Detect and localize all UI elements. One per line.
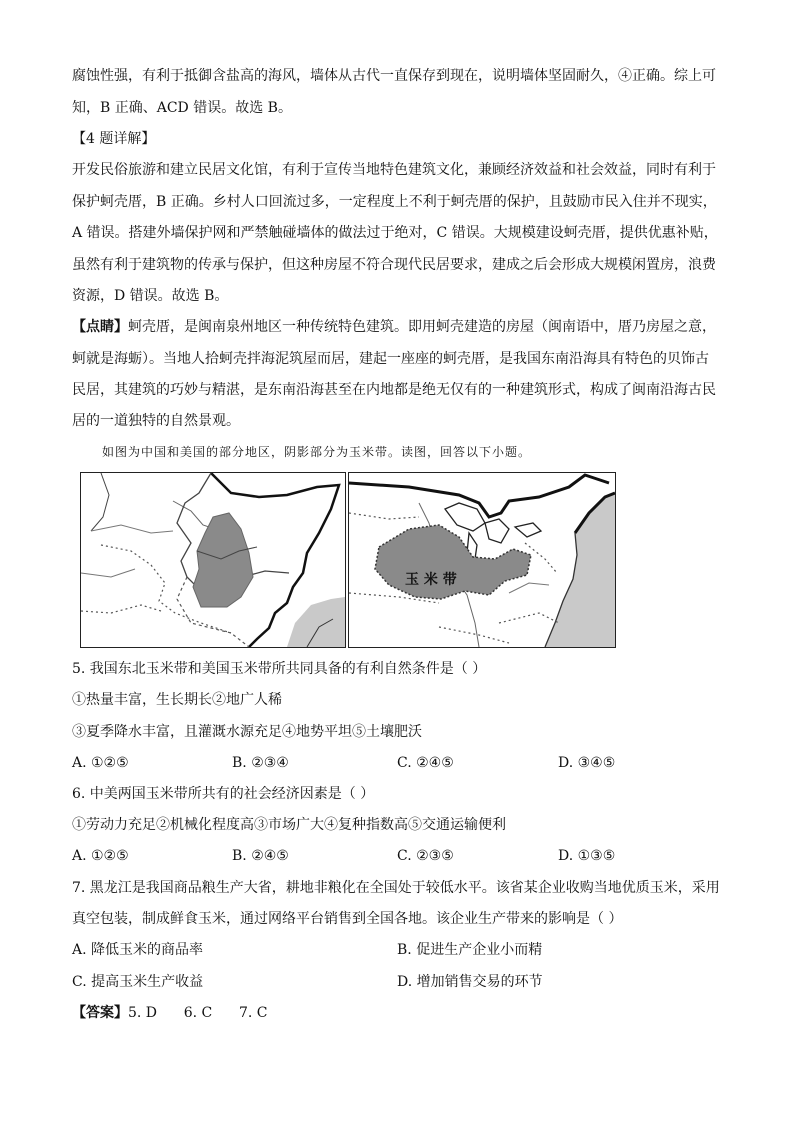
q7-option-b[interactable]: B. 促进生产企业小而精 [397, 942, 543, 958]
q5-option-b[interactable]: B. ②③④ [232, 755, 289, 771]
dianjing-line: 蚵就是海蛎）。当地人拾蚵壳拌海泥筑屋而居，建起一座座的蚵壳厝，是我国东南沿海具有特色的贝饰古 [72, 351, 709, 367]
china-map [80, 472, 346, 648]
answer-label: 【答案】 [72, 1005, 128, 1021]
usa-map [348, 472, 616, 648]
dianjing-line-1 [72, 317, 716, 337]
question-5-stem: 5. 我国东北玉米带和美国玉米带所共同具备的有利自然条件是（ ） [72, 661, 487, 677]
question-6-stem: 6. 中美两国玉米带所共有的社会经济因素是（ ） [72, 786, 375, 802]
q4-heading: 【4 题详解】 [72, 131, 156, 147]
q4-line: 资源，D 错误。故选 B。 [72, 288, 229, 304]
question-6-conditions: ①劳动力充足②机械化程度高③市场广大④复种指数高⑤交通运输便利 [72, 817, 506, 833]
question-7-stem-line: 7. 黑龙江是我国商品粮生产大省，耕地非粮化在全国处于较低水平。该省某企业收购当地优质玉米，采用 [72, 880, 720, 896]
q4-line: 虽然有利于建筑物的传承与保护，但这种房屋不符合现代民居要求，建成之后会形成大规模闲置房，浪费 [72, 257, 716, 273]
prev-explanation-line-2: 知，B 正确、ACD 错误。故选 B。 [72, 100, 292, 116]
answer-line [72, 1003, 267, 1023]
q6-option-c[interactable]: C. ②③⑤ [397, 848, 454, 864]
q4-line: 开发民俗旅游和建立民居文化馆，有利于宣传当地特色建筑文化，兼顾经济效益和社会效益，同时有利于 [72, 162, 716, 178]
china-map-drawing [81, 473, 345, 647]
dianjing-text: 蚵壳厝，是闽南泉州地区一种传统特色建筑。即用蚵壳建造的房屋（闽南语中，厝乃房屋之意， [128, 319, 716, 335]
answer-text: 5. D 6. C 7. C [128, 1005, 268, 1021]
q6-option-b[interactable]: B. ②④⑤ [232, 848, 289, 864]
corn-belt-label: 玉 米 带 [405, 572, 457, 588]
q6-option-d[interactable]: D. ①③⑤ [558, 848, 616, 864]
map-caption: 如图为中国和美国的部分地区，阴影部分为玉米带。读图，回答以下小题。 [102, 445, 532, 459]
q7-option-a[interactable]: A. 降低玉米的商品率 [72, 942, 204, 958]
dianjing-label: 【点睛】 [72, 319, 128, 335]
q6-option-a[interactable]: A. ①②⑤ [72, 848, 129, 864]
dianjing-line: 居的一道独特的自然景观。 [72, 413, 240, 429]
q4-line: 保护蚵壳厝，B 正确。乡村人口回流过多，一定程度上不利于蚵壳厝的保护，且鼓励市民入住并不现实， [72, 194, 717, 210]
q7-option-c[interactable]: C. 提高玉米生产收益 [72, 974, 204, 990]
q4-line: A 错误。搭建外墙保护网和严禁触碰墙体的做法过于绝对，C 错误。大规模建设蚵壳厝，提供优惠补贴， [72, 225, 718, 241]
q5-option-d[interactable]: D. ③④⑤ [558, 755, 616, 771]
usa-map-drawing [349, 473, 615, 647]
prev-explanation-line-1: 腐蚀性强，有利于抵御含盐高的海风，墙体从古代一直保存到现在，说明墙体坚固耐久，④正确。综上可 [72, 68, 716, 84]
q5-option-a[interactable]: A. ①②⑤ [72, 755, 129, 771]
question-5-conditions-2: ③夏季降水丰富，且灌溉水源充足④地势平坦⑤土壤肥沃 [72, 724, 422, 740]
dianjing-line: 民居，其建筑的巧妙与精湛，是东南沿海甚至在内地都是绝无仅有的一种建筑形式，构成了闽南沿海古民 [72, 382, 716, 398]
question-5-conditions-1: ①热量丰富，生长期长②地广人稀 [72, 692, 282, 708]
q5-option-c[interactable]: C. ②④⑤ [397, 755, 454, 771]
question-7-stem-line: 真空包装，制成鲜食玉米，通过网络平台销售到全国各地。该企业生产带来的影响是（ ） [72, 911, 623, 927]
q7-option-d[interactable]: D. 增加销售交易的环节 [397, 974, 543, 990]
